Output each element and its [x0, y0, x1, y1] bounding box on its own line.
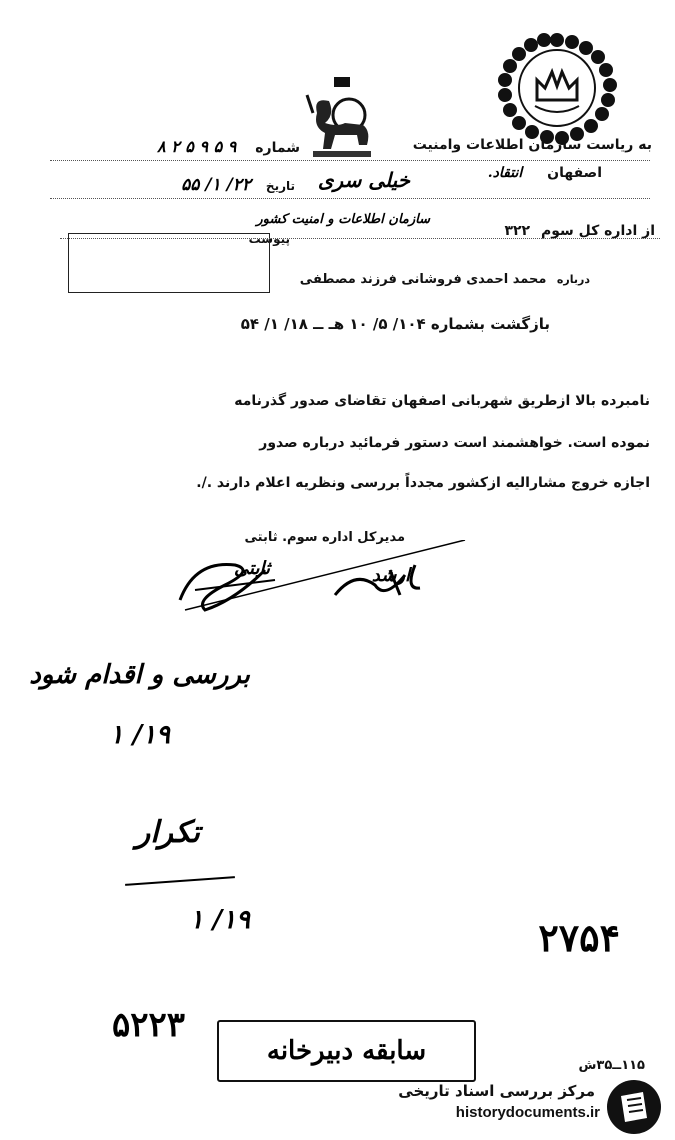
archive-name: مرکز بررسی اسناد تاریخی	[398, 1082, 595, 1100]
body-line-3: اجازه خروج مشارالیه ازکشور مجدداً بررسی ونظریه اعلام دارند ./.	[196, 475, 650, 491]
subject-label: درباره	[556, 273, 590, 286]
city-label: اصفهان	[547, 165, 602, 181]
number-dotline	[50, 160, 650, 161]
date-dotline	[50, 198, 650, 199]
reference-text: بازگشت بشماره ۱۰۴/ ۵/ ۱۰ هـ ــ ۱۸/ ۱/ ۵۴	[240, 315, 550, 333]
subject-text: محمد احمدی فروشانی فرزند مصطفی	[299, 272, 547, 287]
header-recipient-label: به ریاست سازمان اطلاعات وامنیت	[412, 137, 652, 153]
subject-line	[170, 272, 590, 287]
attachment-label: پیوست	[248, 232, 290, 246]
organization-stamp: سازمان اطلاعات و امنیت کشور	[256, 212, 430, 227]
annotation-number-left: ۵۲۲۳	[111, 1005, 185, 1045]
secretariat-stamp-box	[217, 1020, 476, 1082]
round-seal-emblem	[490, 30, 625, 150]
header-recipient-line	[300, 137, 652, 153]
attachment-dotline	[60, 238, 660, 239]
date-field	[55, 175, 295, 195]
form-code: ۱۱۵ــ۳۵ش	[578, 1058, 645, 1073]
body-line-2: نموده است. خواهشمند است دستور فرمائید درباره صدور	[259, 435, 650, 451]
city-handwritten: انتقاد.	[487, 165, 523, 181]
body-line-1: نامبرده بالا ازطریق شهربانی اصفهان تقاضای صدور گذرنامه	[234, 393, 650, 409]
archive-url: historydocuments.ir	[455, 1104, 600, 1121]
city-line	[410, 165, 602, 181]
sender-line	[430, 223, 655, 239]
date-value: ۲۲/ ۱/ ۵۵	[181, 175, 252, 195]
archive-logo-icon	[605, 1078, 663, 1136]
number-value: ۹ ۵ ۹ ۵ ۲ ۸	[156, 137, 237, 156]
annotation-date-1: ۱۹/ ۱	[109, 720, 170, 750]
reference-line	[150, 315, 550, 333]
annotation-date-2: ۱۹/ ۱	[189, 905, 250, 935]
signature-scrawl-graphic	[165, 540, 485, 620]
signature-scrawl-2: ارشد	[371, 565, 410, 586]
classification-stamp: خیلی سری	[317, 168, 410, 192]
annotation-underline	[125, 876, 235, 886]
signature-scrawl-1: ثابتی	[234, 558, 270, 579]
secretariat-stamp-text: سابقه دبیرخانه	[266, 1036, 427, 1066]
number-field	[50, 137, 300, 156]
sender-number: ۳۲۲	[504, 223, 531, 239]
annotation-repeat-note: تکرار	[135, 815, 200, 850]
signature-title: مدیرکل اداره سوم. ثابتی	[244, 530, 405, 545]
annotation-number-right: ۲۷۵۴	[538, 915, 620, 960]
annotation-review-note: بررسی و اقدام شود	[29, 660, 250, 690]
sender-label: از اداره کل سوم	[540, 223, 655, 239]
date-label: تاریخ	[265, 179, 295, 193]
number-label: شماره	[255, 140, 300, 156]
